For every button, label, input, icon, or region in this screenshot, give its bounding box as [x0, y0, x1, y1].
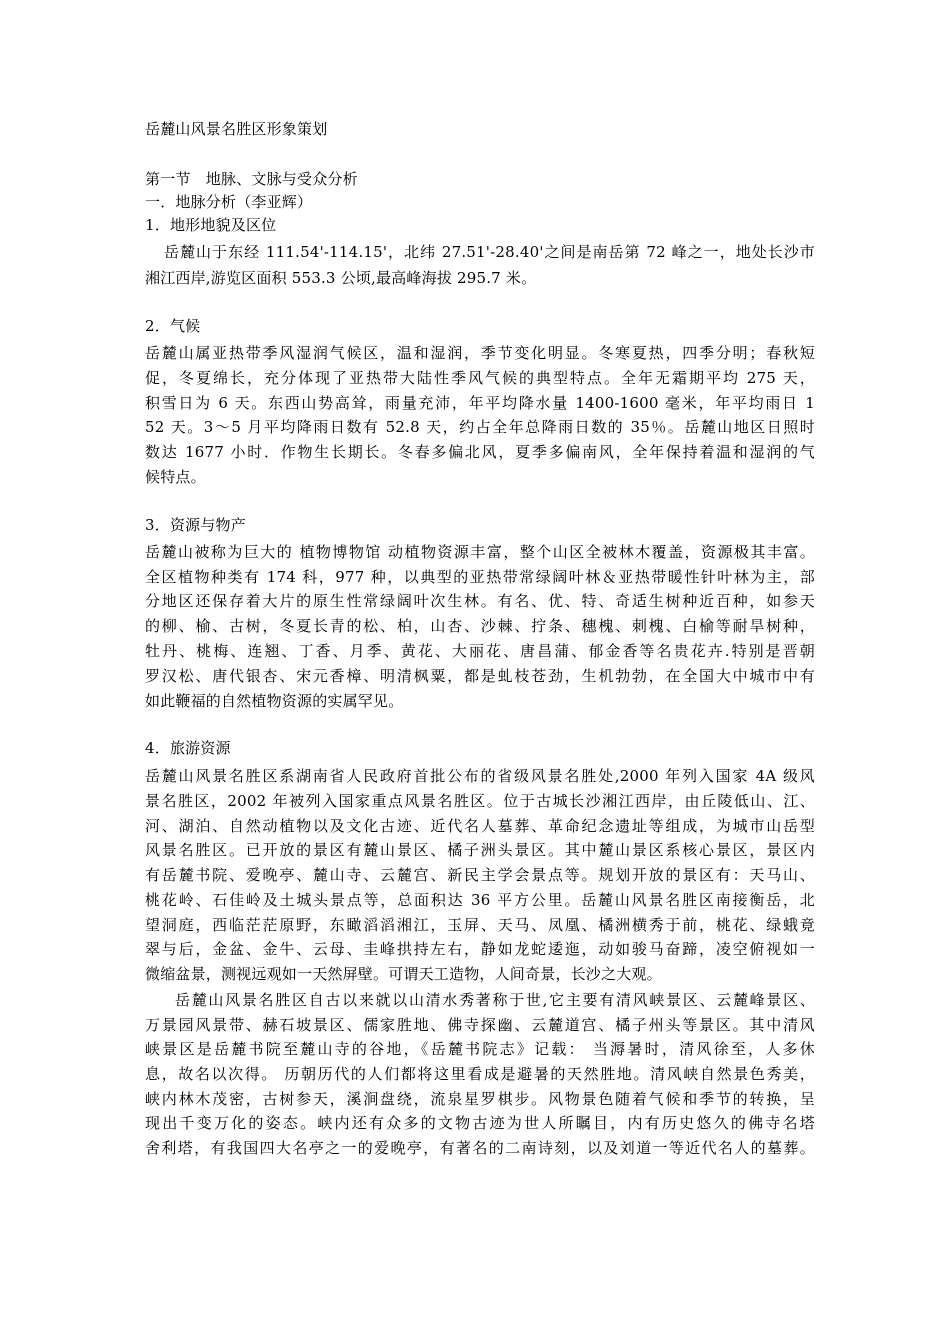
- part-4-line-4: 风景名胜区。已开放的景区有麓山景区、橘子洲头景区。其中麓山景区系核心景区，景区内: [145, 841, 815, 859]
- part-4-heading: 4．旅游资源: [145, 739, 231, 757]
- part-3-line-6: 罗汉松、唐代银杏、宋元香樟、明清枫粟，都是虬枝苍劲，生机勃勃，在全国大中城市中有: [145, 667, 815, 685]
- part-2-heading: 2．气候: [145, 317, 201, 335]
- part-3-line-7: 如此鞭福的自然植物资源的实属罕见。: [145, 692, 404, 710]
- part-4-line-5: 有岳麓书院、爱晚亭、麓山寺、云麓宫、新民主学会景点等。规划开放的景区有：天马山、: [145, 866, 815, 884]
- part-4-line-7: 望洞庭，西临茫茫原野，东瞰滔滔湘江，玉屏、天马、凤凰、橘洲横秀于前，桃花、绿蛾竟: [145, 916, 815, 934]
- part-2-line-3: 积雪日为 6 天。东西山势高耸，雨量充沛，年平均降水量 1400-1600 毫米，年平均雨日 1: [145, 394, 815, 412]
- part-4-para2-line-7: 舍利塔，有我国四大名亭之一的爱晚亭，有著名的二南诗刻，以及刘道一等近代名人的墓葬。: [145, 1139, 815, 1157]
- part-1-heading: 1．地形地貌及区位: [145, 216, 277, 234]
- part-4-line-2: 景名胜区，2002 年被列入国家重点风景名胜区。位于古城长沙湘江西岸，由丘陵低山、江、: [145, 792, 815, 810]
- part-4-para2-line-3: 峡景区是岳麓书院至麓山寺的谷地，《岳麓书院志》记载： 当溽暑时，清风徐至，人多休: [145, 1040, 815, 1058]
- part-2-line-5: 数达 1677 小时．作物生长期长。冬春多偏北风，夏季多偏南风，全年保持着温和湿润的气: [145, 443, 815, 461]
- part-1-line-1: 岳麓山于东经 111.54'-114.15'，北纬 27.51'-28.40'之间是南岳第 72 峰之一，地处长沙市: [164, 243, 815, 261]
- part-4-para2-line-6: 现出千变万化的姿态。峡内还有众多的文物古迹为世人所瞩目，内有历史悠久的佛寺名塔: [145, 1114, 815, 1132]
- part-4-line-3: 河、湖泊、自然动植物以及文化古迹、近代名人墓葬、革命纪念遗址等组成，为城市山岳型: [145, 817, 815, 835]
- part-3-line-2: 全区植物种类有 174 科，977 种，以典型的亚热带常绿阔叶林＆亚热带暖性针叶林为主，部: [145, 568, 815, 586]
- part-4-line-6: 桃花岭、石佳岭及土城头景点等，总面积达 36 平方公里。岳麓山风景名胜区南接衡岳，北: [145, 891, 815, 909]
- part-4-line-1: 岳麓山风景名胜区系湖南省人民政府首批公布的省级风景名胜处,2000 年列入国家 4A 级风: [145, 767, 815, 785]
- part-3-line-4: 的柳、榆、古树，冬夏长青的松、柏，山杏、沙棘、拧条、穗槐、刺槐、白榆等耐旱树种，: [145, 617, 815, 635]
- part-2-line-6: 候特点。: [145, 468, 206, 486]
- part-3-heading: 3．资源与物产: [145, 516, 246, 534]
- part-4-line-8: 翠与后，金盆、金牛、云母、圭峰拱持左右，静如龙蛇逶迤，动如骏马奋蹄，凌空俯视如一: [145, 940, 815, 958]
- part-3-line-5: 牡丹、桃梅、连翘、丁香、月季、黄花、大丽花、唐昌蒲、郁金香等名贵花卉.特别是晋朝: [145, 642, 815, 660]
- part-4-line-9: 微缩盆景，测视远观如一天然屏壁。可谓天工造物，人间奇景，长沙之大观。: [145, 965, 662, 983]
- part-4-para2-line-1: 岳麓山风景名胜区自古以来就以山清水秀著称于世,它主要有清风峡景区、云麓峰景区、: [175, 991, 815, 1009]
- part-4-para2-line-5: 峡内林木茂密，古树参天，溪涧盘绕，流泉星罗棋步。风物景色随着气候和季节的转换，呈: [145, 1090, 815, 1108]
- part-2-line-4: 52 天。3～5 月平均降雨日数有 52.8 天，约占全年总降雨日数的 35％。岳麓山地区日照时: [145, 418, 815, 436]
- part-1-line-2: 湘江西岸,游览区面积 553.3 公顷,最高峰海拔 295.7 米。: [145, 269, 537, 287]
- part-2-line-1: 岳麓山属亚热带季风湿润气候区，温和湿润，季节变化明显。冬寒夏热，四季分明；春秋短: [145, 344, 815, 362]
- subsection-heading: 一．地脉分析（李亚辉）: [145, 193, 313, 211]
- part-4-para2-line-4: 息，故名以次得。 历朝历代的人们都将这里看成是避暑的天然胜地。清风峡自然景色秀美，: [145, 1065, 815, 1083]
- part-4-para2-line-2: 万景园风景带、赫石坡景区、儒家胜地、佛寺探幽、云麓道宫、橘子州头等景区。其中清风: [145, 1016, 815, 1034]
- part-3-line-1: 岳麓山被称为巨大的 植物博物馆 动植物资源丰富，整个山区全被林木覆盖，资源极其丰富。: [145, 543, 815, 561]
- document-title: 岳麓山风景名胜区形象策划: [145, 120, 328, 138]
- part-2-line-2: 促，冬夏绵长，充分体现了亚热带大陆性季风气候的典型特点。全年无霜期平均 275 天，: [145, 369, 815, 387]
- part-3-line-3: 分地区还保存着大片的原生性常绿阔叶次生林。有名、优、特、奇适生树种近百种，如参天: [145, 592, 815, 610]
- section-heading: 第一节 地脉、文脉与受众分析: [145, 170, 358, 188]
